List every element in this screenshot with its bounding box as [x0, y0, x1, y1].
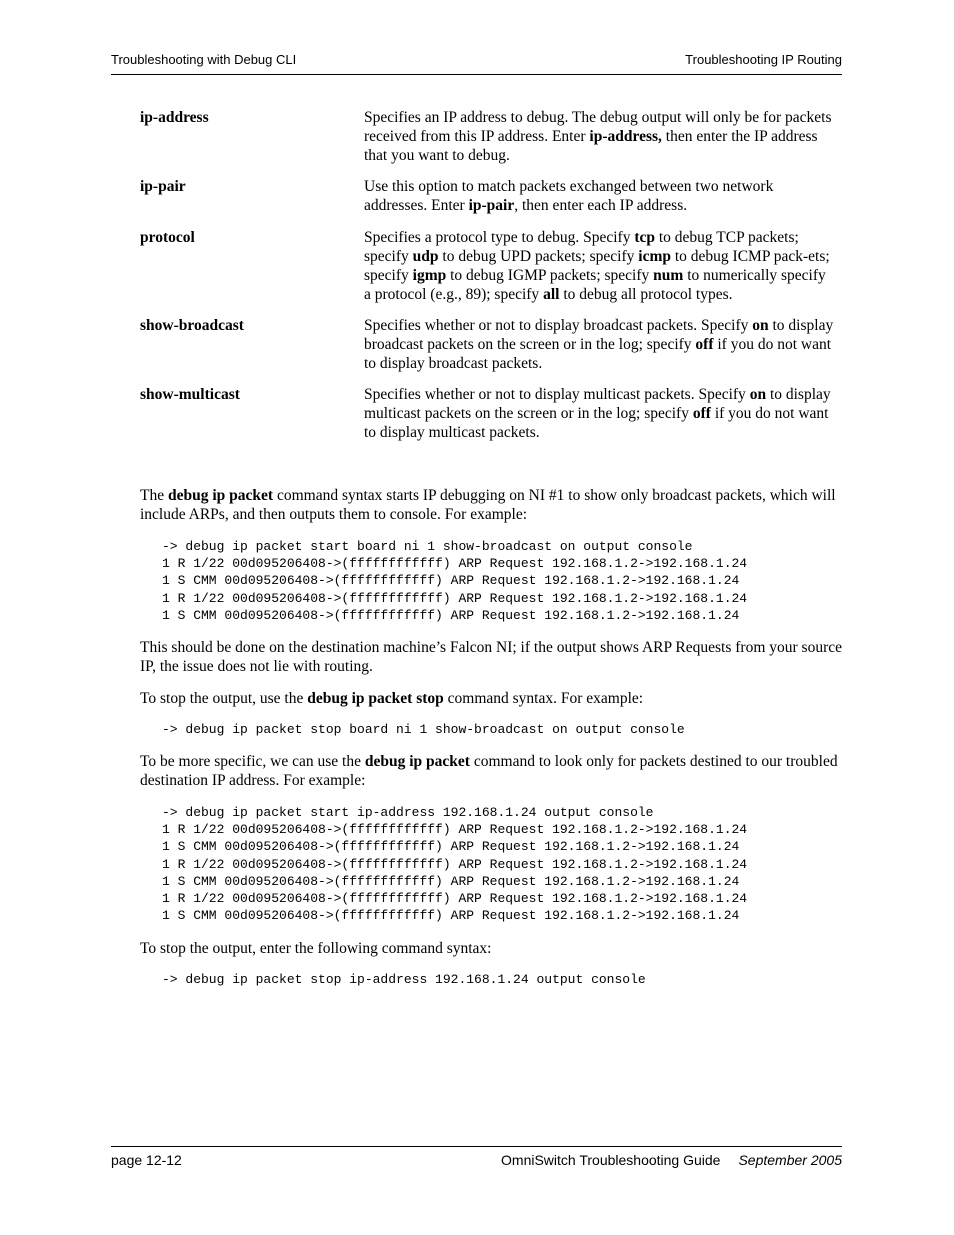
footer-guide-info: [501, 1152, 842, 1168]
param-name: show-broadcast: [140, 317, 244, 334]
code-block-start-broadcast: -> debug ip packet start board ni 1 show-broadcast on output console 1 R 1/22 00d095206408->(ffffffffffff) ARP Request 192.168.1.2->192.168.1.24 1 S CMM 00d095206408->(ffffffffffff) ARP Request 192.168.1.2->192.168.1.24 1 R 1/22 00d095206408->(ffffffffffff) ARP Request 192.168.1.2->192.168.1.24 1 S CMM 00d095206408->(ffffffffffff) ARP Request 192.168.1.2->192.168.1.24: [162, 539, 748, 623]
param-desc: Specifies whether or not to display multicast packets. Specify on to display multicast packets on the screen or in the log; specify off if you do not want to display multicast packets.: [364, 386, 831, 441]
code-block-stop-ip-address: -> debug ip packet stop ip-address 192.168.1.24 output console: [162, 972, 646, 987]
page-header: [111, 50, 842, 75]
param-desc: Specifies an IP address to debug. The debug output will only be for packets received from this IP address. Enter ip-address, then enter the IP address that you want to debug.: [364, 109, 832, 164]
code-block-start-ip-address: -> debug ip packet start ip-address 192.168.1.24 output console 1 R 1/22 00d095206408->(ffffffffffff) ARP Request 192.168.1.2->192.168.1.24 1 S CMM 00d095206408->(ffffffffffff) ARP Request 192.168.1.2->192.168.1.24 1 R 1/22 00d095206408->(ffffffffffff) ARP Request 192.168.1.2->192.168.1.24 1 S CMM 00d095206408->(ffffffffffff) ARP Request 192.168.1.2->192.168.1.24 1 R 1/22 00d095206408->(ffffffffffff) ARP Request 192.168.1.2->192.168.1.24 1 S CMM 00d095206408->(ffffffffffff) ARP Request 192.168.1.2->192.168.1.24: [162, 805, 748, 924]
page-number: page 12-12: [111, 1152, 182, 1168]
param-name: ip-pair: [140, 178, 186, 195]
code-block-stop-broadcast: -> debug ip packet stop board ni 1 show-broadcast on output console: [162, 722, 685, 737]
page-footer: [111, 1146, 842, 1168]
paragraph-stop-output-2: To stop the output, enter the following command syntax:: [140, 940, 492, 957]
header-chapter-title: Troubleshooting IP Routing: [685, 52, 842, 67]
header-section-title: Troubleshooting with Debug CLI: [111, 52, 297, 67]
paragraph-more-specific: To be more specific, we can use the debug ip packet command to look only for packets destined to our troubled destination IP address. For example:: [140, 753, 838, 789]
guide-title: OmniSwitch Troubleshooting Guide: [501, 1152, 721, 1168]
param-name: ip-address: [140, 109, 209, 126]
param-desc: Specifies a protocol type to debug. Specify tcp to debug TCP packets; specify udp to debug UPD packets; specify icmp to debug ICMP pack-ets; specify igmp to debug IGMP packets; specify num to numerically specify a protocol (e.g., 89); specify all to debug all protocol types.: [364, 229, 830, 303]
paragraph-debug-ip-packet: The debug ip packet command syntax starts IP debugging on NI #1 to show only broadcast packets, which will include ARPs, and then outputs them to console. For example:: [140, 487, 836, 523]
param-name: show-multicast: [140, 386, 240, 403]
param-name: protocol: [140, 229, 195, 246]
publication-date: September 2005: [738, 1152, 842, 1168]
paragraph-destination-machine: This should be done on the destination machine’s Falcon NI; if the output shows ARP Requests from your source IP, the issue does not lie with routing.: [140, 639, 843, 675]
param-desc: Specifies whether or not to display broadcast packets. Specify on to display broadcast packets on the screen or in the log; specify off if you do not want to display broadcast packets.: [364, 317, 834, 372]
param-desc: Use this option to match packets exchanged between two network addresses. Enter ip-pair, then enter each IP address.: [364, 178, 774, 214]
paragraph-stop-output: To stop the output, use the debug ip packet stop command syntax. For example:: [140, 690, 644, 707]
